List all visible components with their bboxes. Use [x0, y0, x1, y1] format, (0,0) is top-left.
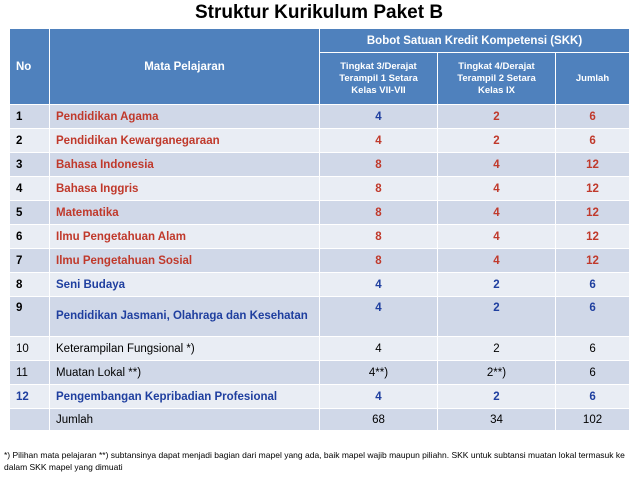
row-value-b: 4	[438, 249, 556, 273]
row-value-b: 2	[438, 273, 556, 297]
row-value-c: 6	[556, 129, 630, 153]
row-value-c: 6	[556, 105, 630, 129]
header-subject: Mata Pelajaran	[50, 29, 320, 105]
table-row	[10, 105, 630, 129]
row-subject: Jumlah	[50, 409, 320, 431]
table-row	[10, 129, 630, 153]
row-value-a: 8	[320, 153, 438, 177]
table-row	[10, 177, 630, 201]
row-subject: Keterampilan Fungsional *)	[50, 337, 320, 361]
row-subject: Bahasa Indonesia	[50, 153, 320, 177]
row-value-c: 6	[556, 385, 630, 409]
row-subject: Ilmu Pengetahuan Sosial	[50, 249, 320, 273]
row-value-b: 2	[438, 385, 556, 409]
row-no: 5	[10, 201, 50, 225]
header-level-4: Tingkat 4/Derajat Terampil 2 Setara Kelas IX	[438, 53, 556, 105]
row-no: 4	[10, 177, 50, 201]
table-row	[10, 225, 630, 249]
row-value-a: 8	[320, 201, 438, 225]
row-value-a: 68	[320, 409, 438, 431]
page-title: Struktur Kurikulum Paket B	[194, 2, 444, 23]
row-value-c: 6	[556, 361, 630, 385]
table-row	[10, 273, 630, 297]
row-subject: Muatan Lokal **)	[50, 361, 320, 385]
row-value-c: 6	[556, 337, 630, 361]
table-row	[10, 337, 630, 361]
row-value-a: 4	[320, 129, 438, 153]
row-value-b: 4	[438, 201, 556, 225]
row-value-a: 8	[320, 225, 438, 249]
row-value-c: 12	[556, 225, 630, 249]
row-no: 1	[10, 105, 50, 129]
header-skk: Bobot Satuan Kredit Kompetensi (SKK)	[320, 29, 630, 53]
table-row	[10, 297, 630, 337]
row-value-b: 4	[438, 153, 556, 177]
row-no: 2	[10, 129, 50, 153]
row-value-b: 2	[438, 105, 556, 129]
row-no: 7	[10, 249, 50, 273]
row-value-b: 2	[438, 129, 556, 153]
table-row	[10, 249, 630, 273]
table-row	[10, 385, 630, 409]
row-value-c: 12	[556, 249, 630, 273]
header-total: Jumlah	[556, 53, 630, 105]
row-subject: Pendidikan Kewarganegaraan	[50, 129, 320, 153]
header-level-3: Tingkat 3/Derajat Terampil 1 Setara Kelas VII-VII	[320, 53, 438, 105]
row-subject: Matematika	[50, 201, 320, 225]
row-value-b: 4	[438, 225, 556, 249]
row-subject: Pengembangan Kepribadian Profesional	[50, 385, 320, 409]
row-no: 10	[10, 337, 50, 361]
header-no: No	[10, 29, 50, 105]
row-no: 11	[10, 361, 50, 385]
row-value-c: 12	[556, 201, 630, 225]
row-no	[10, 409, 50, 431]
row-no: 6	[10, 225, 50, 249]
row-no: 8	[10, 273, 50, 297]
table-row	[10, 201, 630, 225]
row-value-c: 6	[556, 273, 630, 297]
row-value-a: 4	[320, 297, 438, 337]
row-value-b: 2	[438, 297, 556, 337]
row-no: 12	[10, 385, 50, 409]
curriculum-table	[9, 28, 630, 431]
row-value-c: 12	[556, 177, 630, 201]
row-no: 3	[10, 153, 50, 177]
row-value-c: 6	[556, 297, 630, 337]
row-value-c: 12	[556, 153, 630, 177]
row-value-b: 34	[438, 409, 556, 431]
row-value-a: 4**)	[320, 361, 438, 385]
table-row-total	[10, 409, 630, 431]
table-row	[10, 153, 630, 177]
row-value-a: 4	[320, 385, 438, 409]
row-subject: Pendidikan Agama	[50, 105, 320, 129]
row-subject: Pendidikan Jasmani, Olahraga dan Kesehatan	[50, 297, 320, 337]
row-subject: Bahasa Inggris	[50, 177, 320, 201]
row-value-b: 4	[438, 177, 556, 201]
row-subject: Ilmu Pengetahuan Alam	[50, 225, 320, 249]
row-value-a: 8	[320, 177, 438, 201]
row-no: 9	[10, 297, 50, 337]
row-value-a: 4	[320, 273, 438, 297]
row-subject: Seni Budaya	[50, 273, 320, 297]
row-value-a: 4	[320, 337, 438, 361]
row-value-a: 8	[320, 249, 438, 273]
row-value-a: 4	[320, 105, 438, 129]
row-value-c: 102	[556, 409, 630, 431]
row-value-b: 2	[438, 337, 556, 361]
table-row	[10, 361, 630, 385]
row-value-b: 2**)	[438, 361, 556, 385]
footnote: *) Pilihan mata pelajaran **) subtansinya dapat menjadi bagian dari mapel yang ada, baik mapel wajib maupun piliahn. SKK untuk subtansi muatan lokal termasuk ke dalam SKK mapel yang dimuati	[4, 450, 625, 472]
